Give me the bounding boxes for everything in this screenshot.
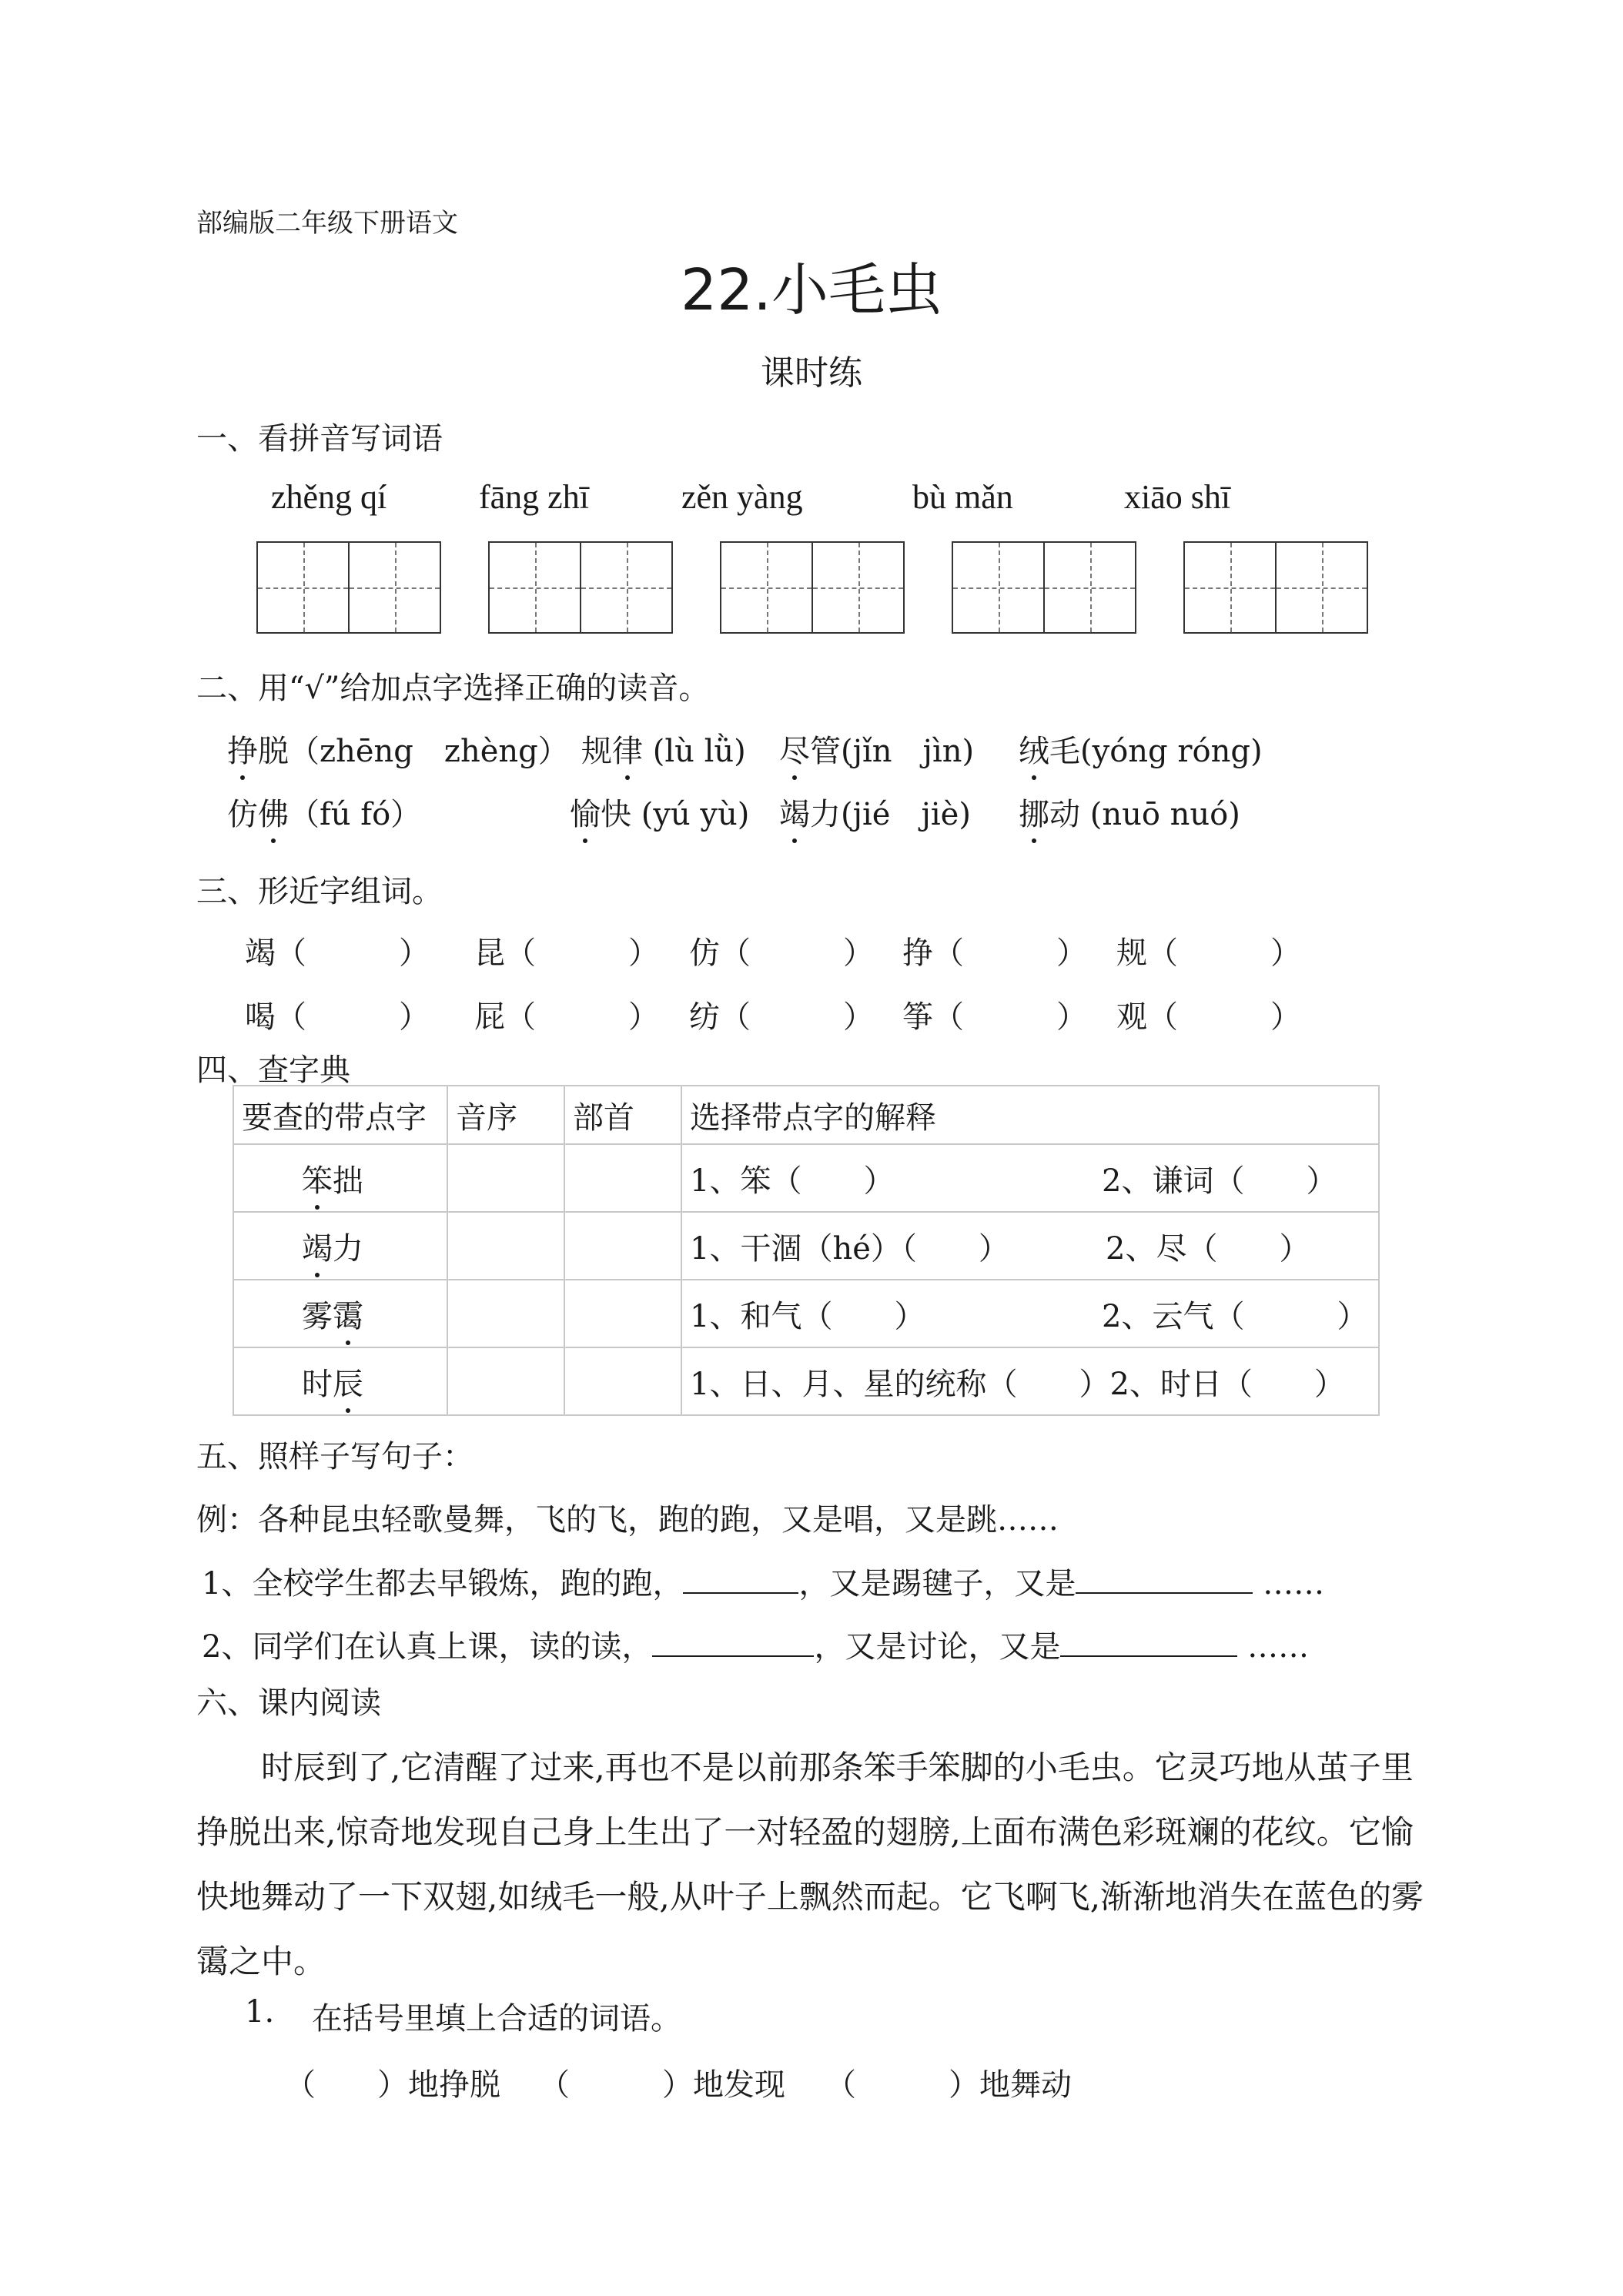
header-label: 部编版二年级下册语文: [196, 208, 458, 239]
pinyin-4: bù mǎn: [912, 478, 1013, 516]
word-group-blank[interactable]: 屁（ ）: [474, 999, 659, 1035]
word-group-blank[interactable]: 规（ ）: [1116, 935, 1301, 971]
writing-grid-4[interactable]: [952, 541, 1136, 634]
word-group-blank[interactable]: 挣（ ）: [902, 935, 1087, 971]
pronunciation-item[interactable]: 规律 (lù lǜ): [581, 727, 746, 771]
dotted-char: 尽: [779, 727, 810, 771]
pinyin-5: xiāo shī: [1124, 478, 1231, 516]
radical-cell[interactable]: [564, 1212, 681, 1280]
fill-blank-item[interactable]: （ ）地发现: [539, 2067, 785, 2103]
fill-blank-item[interactable]: （ ）地挣脱: [285, 2067, 500, 2103]
writing-grid-1[interactable]: [256, 541, 441, 634]
section1-heading: 一、看拼音写词语: [196, 421, 443, 457]
word-group-blank[interactable]: 喝（ ）: [245, 999, 430, 1035]
page-subtitle: 课时练: [761, 353, 862, 393]
sentence-exercise-1[interactable]: 1、全校学生都去早锻炼，跑的跑， ，又是踢毽子，又是 ……: [202, 1559, 1324, 1603]
lookup-word: 笨拙: [233, 1144, 447, 1212]
lookup-word: 时辰: [233, 1347, 447, 1415]
pronunciation-item[interactable]: 愉快 (yú yù): [570, 790, 749, 834]
pronunciation-item[interactable]: 绒毛(yóng róng): [1019, 727, 1263, 771]
dotted-char: 竭: [302, 1224, 333, 1268]
question-text: 在括号里填上合适的词语。: [312, 2001, 681, 2037]
writing-grid-5[interactable]: [1183, 541, 1368, 634]
answer-blank[interactable]: [652, 1625, 814, 1657]
word-group-blank[interactable]: 观（ ）: [1116, 999, 1301, 1035]
meaning-options[interactable]: 1、和气（ ） 2、云气（ ）: [681, 1280, 1379, 1347]
table-header-row: [233, 1086, 1379, 1144]
dotted-char: 笨: [302, 1156, 333, 1200]
phonetic-order-cell[interactable]: [447, 1212, 564, 1280]
word-group-blank[interactable]: 仿（ ）: [689, 935, 874, 971]
pronunciation-item[interactable]: 挪动 (nuō nuó): [1019, 790, 1240, 834]
dotted-char: 佛: [258, 790, 289, 834]
sentence-exercise-2[interactable]: 2、同学们在认真上课，读的读， ，又是讨论，又是 ……: [202, 1622, 1309, 1666]
pronunciation-item[interactable]: 竭力(jié jiè): [779, 790, 971, 834]
dotted-char: 绒: [1019, 727, 1049, 771]
dotted-char: 挣: [227, 727, 258, 771]
section5-heading: 五、照样子写句子：: [196, 1439, 474, 1474]
section2-heading: 二、用“√”给加点字选择正确的读音。: [196, 671, 710, 706]
dotted-char: 辰: [333, 1360, 363, 1404]
table-row: [233, 1212, 1379, 1280]
pronunciation-item[interactable]: 尽管(jǐn jìn): [779, 727, 974, 771]
table-row: [233, 1144, 1379, 1212]
phonetic-order-cell[interactable]: [447, 1347, 564, 1415]
answer-blank[interactable]: [683, 1561, 798, 1594]
meaning-options[interactable]: 1、干涸（hé）（ ） 2、尽（ ）: [681, 1212, 1379, 1280]
word-group-blank[interactable]: 纺（ ）: [689, 999, 874, 1035]
radical-cell[interactable]: [564, 1280, 681, 1347]
dotted-char: 竭: [779, 790, 810, 834]
reading-passage: 时辰到了,它清醒了过来,再也不是以前那条笨手笨脚的小毛虫。它灵巧地从茧子里挣脱出来,惊奇地发现自己身上生出了一对轻盈的翅膀,上面布满色彩斑斓的花纹。它愉快地舞动了一下双翅,如绒毛一般,从叶子上飘然而起。它飞啊飞,渐渐地消失在蓝色的雾霭之中。: [196, 1749, 1424, 1980]
page-title: 22.小毛虫: [681, 257, 942, 323]
table-row: [233, 1280, 1379, 1347]
radical-cell[interactable]: [564, 1144, 681, 1212]
phonetic-order-cell[interactable]: [447, 1144, 564, 1212]
meaning-options[interactable]: 1、日、月、星的统称（ ）2、时日（ ）: [681, 1347, 1379, 1415]
word-group-blank[interactable]: 昆（ ）: [474, 935, 659, 971]
dotted-char: 愉: [570, 790, 601, 834]
example-sentence: 例：各种昆虫轻歌曼舞，飞的飞，跑的跑，又是唱，又是跳……: [196, 1502, 1059, 1538]
pronunciation-item[interactable]: 仿佛（fú fó）: [227, 790, 421, 834]
section4-heading: 四、查字典: [196, 1053, 350, 1088]
writing-grid-3[interactable]: [720, 541, 905, 634]
word-group-blank[interactable]: 筝（ ）: [902, 999, 1087, 1035]
word-group-blank[interactable]: 竭（ ）: [245, 935, 430, 971]
answer-blank[interactable]: [1076, 1561, 1253, 1594]
table-row: [233, 1347, 1379, 1415]
dotted-char: 霭: [333, 1292, 363, 1336]
column-header: 音序: [447, 1086, 564, 1144]
fill-blank-item[interactable]: （ ）地舞动: [825, 2067, 1072, 2103]
meaning-options[interactable]: 1、笨（ ） 2、谦词（ ）: [681, 1144, 1379, 1212]
writing-grid-2[interactable]: [488, 541, 673, 634]
question-number: 1.: [245, 1994, 275, 2030]
column-header: 要查的带点字: [233, 1086, 447, 1144]
section3-heading: 三、形近字组词。: [196, 874, 443, 909]
phonetic-order-cell[interactable]: [447, 1280, 564, 1347]
pronunciation-item[interactable]: 挣脱（zhēng zhèng）: [227, 727, 569, 771]
lookup-word: 竭力: [233, 1212, 447, 1280]
radical-cell[interactable]: [564, 1347, 681, 1415]
lookup-word: 雾霭: [233, 1280, 447, 1347]
column-header: 选择带点字的解释: [681, 1086, 1379, 1144]
answer-blank[interactable]: [1060, 1625, 1237, 1657]
dotted-char: 挪: [1019, 790, 1049, 834]
pinyin-1: zhěng qí: [271, 478, 387, 516]
pinyin-3: zěn yàng: [681, 478, 803, 516]
dotted-char: 律: [612, 727, 643, 771]
pinyin-2: fāng zhī: [479, 478, 589, 516]
column-header: 部首: [564, 1086, 681, 1144]
section6-heading: 六、课内阅读: [196, 1685, 381, 1721]
dictionary-table: [233, 1085, 1380, 1416]
